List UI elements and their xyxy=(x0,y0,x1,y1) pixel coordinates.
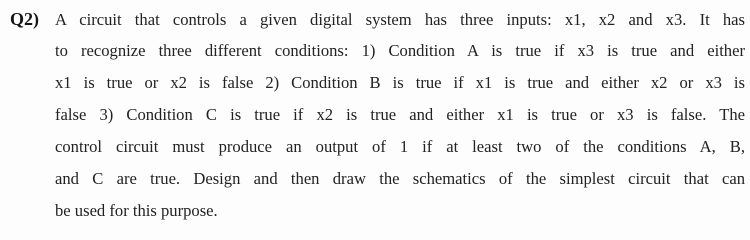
question-text-line-3: x1 is true or x2 is false 2) Condition B is true if x1 is true and either x2 or x3 is xyxy=(55,73,745,92)
question-text-line-5: control circuit must produce an output of 1 if at least two of the conditions A, B, xyxy=(55,137,745,156)
question-text-line-7: be used for this purpose. xyxy=(55,201,218,220)
question-number: Q2) xyxy=(10,9,39,29)
question-text-line-4: false 3) Condition C is true if x2 is true and either x1 is true or x3 is false. The xyxy=(55,105,745,124)
question-text-line-2: to recognize three different conditions: 1) Condition A is true if x3 is true and either xyxy=(55,41,745,60)
question-text-line-1: A circuit that controls a given digital system has three inputs: x1, x2 and x3. It has xyxy=(55,10,745,29)
question-text-line-6: and C are true. Design and then draw the schematics of the simplest circuit that can xyxy=(55,169,745,188)
